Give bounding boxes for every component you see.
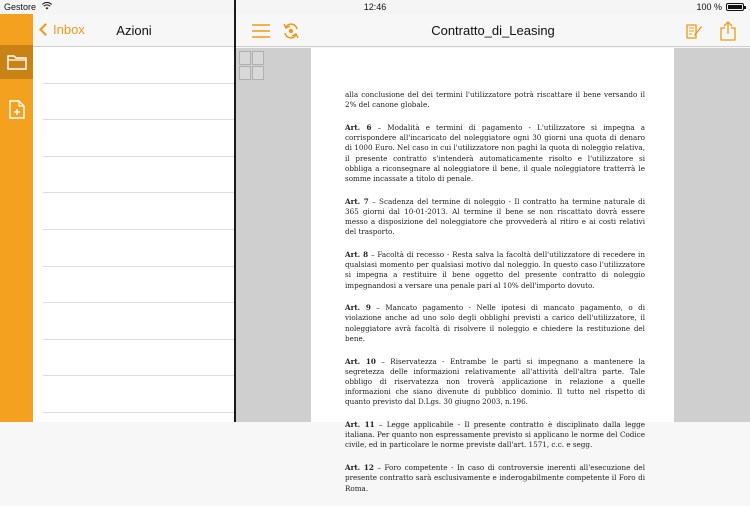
list-item[interactable] (43, 267, 235, 304)
article-text: – Riservatezza - Entrambe le parti si impegnano a mantenere la segretezza delle informazioni relativamente all'attività dell'altra parte. Tale obbligo di riservatezza non troverà applicazione in relazione a quelle informazioni che siano divenute di pubblico dominio. Il tutto nel rispetto di quanto previsto dal D.Lgs. 30 giugno 2003, n.196. (345, 356, 645, 407)
document-paragraph (345, 463, 645, 494)
share-button[interactable] (717, 20, 739, 42)
article-text: – Foro competente - In caso di controversie inerenti all'esecuzione del presente contratto sarà esclusivamente e inderogabilmente competente il Foro di Roma. (345, 463, 645, 493)
new-document-icon (9, 100, 25, 119)
document-paragraph (345, 357, 645, 408)
status-bar (0, 0, 750, 14)
panel-title: Azioni (116, 23, 152, 38)
article-heading: Art. 7 (345, 196, 369, 206)
list-item[interactable] (43, 120, 235, 157)
edit-document-icon (685, 22, 703, 40)
document-paragraph (345, 123, 645, 184)
list-item[interactable] (43, 84, 235, 121)
list-item[interactable] (43, 340, 235, 377)
actions-navbar (33, 14, 235, 47)
article-heading: Art. 11 (345, 420, 375, 430)
list-item[interactable] (43, 303, 235, 340)
article-text: – Facoltà di recesso - Resta salva la facoltà dell'utilizzatore di recedere in qualsiasi momento per qualsiasi motivo dal noleggio. In questo caso l'utilizzatore si impegna a restituire il bene oggetto del presente contratto di noleggio impegnandosi a versare una penale pari al 10% dell'importo dovuto. (345, 249, 645, 290)
new-document-button[interactable] (0, 92, 33, 126)
document-navbar (236, 14, 750, 47)
actions-panel (33, 14, 235, 422)
battery-icon (726, 3, 744, 11)
folder-icon (7, 54, 27, 70)
status-time: 12:46 (363, 2, 387, 12)
list-item[interactable] (43, 230, 235, 267)
back-button-label: Inbox (53, 22, 85, 37)
article-heading: Art. 9 (345, 303, 371, 313)
article-heading: Art. 6 (345, 122, 372, 132)
document-paragraph (345, 303, 645, 344)
article-text: alla conclusione del dei termini l'utilizzatore potrà riscattare il bene versando il 2% del canone globale. (345, 90, 645, 110)
list-item[interactable] (43, 47, 235, 84)
tool-strip (0, 14, 33, 422)
article-heading: Art. 8 (345, 249, 369, 259)
list-item[interactable] (43, 376, 235, 413)
article-text: – Scadenza del termine di noleggio - Il contratto ha termine naturale di 365 giorni dal 10-01-2013. Al termine il bene se non riscattato dovrà essere messo a disposizione del noleggiatore che provvederà al ritiro e ai costi relativi del trasporto. (345, 196, 645, 237)
share-icon (720, 21, 736, 41)
document-paragraph (345, 197, 645, 238)
carrier-label: Gestore (4, 2, 52, 12)
article-heading: Art. 12 (345, 463, 374, 473)
annotate-button[interactable] (683, 20, 705, 42)
thumbnail-grid-icon[interactable] (239, 51, 264, 80)
article-text: – Mancato pagamento - Nelle ipotesi di mancato pagamento, o di violazione anche ad uno solo degli obblighi previsti a carico dell'utilizzatore, il noleggiatore avrà facoltà di risolvere il noleggio e chiedere la restituzione del bene. (345, 303, 645, 343)
document-title: Contratto_di_Leasing (431, 23, 555, 38)
document-paragraph (345, 90, 645, 110)
list-item[interactable] (43, 157, 235, 194)
battery-percent: 100 % (696, 2, 722, 12)
document-page (311, 48, 674, 493)
document-text (345, 90, 645, 506)
article-text: – Modalità e termini di pagamento - L'utilizzatore si impegna a corrispondere all'incaricato del noleggiatore ogni 30 giorni una quota di denaro di 1000 Euro. Nel caso in cui l'utilizzatore non paghi la quota di noleggio relativa, il presente contratto s'intenderà automaticamente risolto e l'utilizzatore si obbliga a riconsegnare al noleggiatore il bene, il quale noleggiatore tratterrà le somme incassate a titolo di penale. (345, 122, 645, 183)
list-item[interactable] (43, 193, 235, 230)
article-text: – Legge applicabile - Il presente contratto è disciplinato dalla legge italiana. Per quanto non espressamente previsto si applicano le norme del Codice civile, ed in particolare le norme previste dall'art. 1571, c.c. e segg. (345, 420, 645, 450)
folder-button[interactable] (0, 45, 33, 79)
article-heading: Art. 10 (345, 356, 376, 366)
document-paragraph (345, 420, 645, 451)
battery-status (696, 2, 744, 12)
document-paragraph (345, 250, 645, 291)
actions-list (33, 47, 235, 413)
